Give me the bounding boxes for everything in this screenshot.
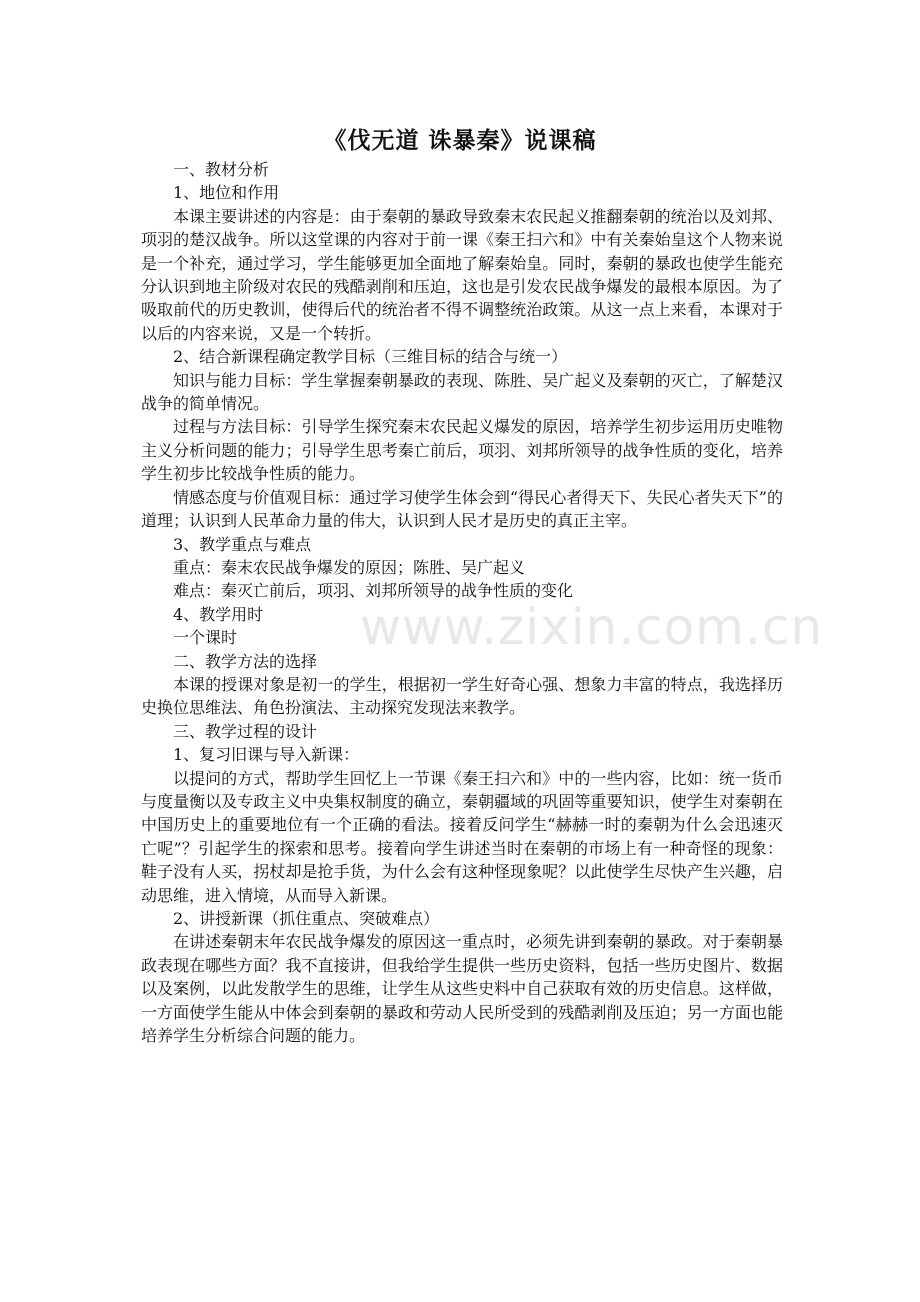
heading-status-and-role: 1、地位和作用: [173, 183, 280, 203]
paragraph-review-and-intro: 以提问的方式，帮助学生回忆上一节课《秦王扫六和》中的一些内容，比如：统一货币与度量衡以及专政主义中央集权制度的确立，秦朝疆域的巩固等重要知识，使学生对秦朝在中国历史上的重要地位有一个正确的看法。接着反问学生“赫赫一时的秦朝为什么会迅速灭亡呢”？引起学生的探索和思考。接着向学生讲述当时在秦朝的市场上有一种奇怪的现象：鞋子没有人买，拐杖却是抢手货，为什么会有这种怪现象呢？以此使学生尽快产生兴趣，启动思维，进入情境，从而导入新课。: [141, 768, 783, 905]
heading-key-and-difficult-points: 3、教学重点与难点: [173, 534, 312, 554]
watermark: www.zixin.com.cn: [360, 598, 824, 656]
heading-new-lesson: 2、讲授新课（抓住重点、突破难点）: [173, 909, 440, 928]
paragraph-key-point: 重点：秦末农民战争爆发的原因；陈胜、吴广起义: [173, 557, 526, 577]
paragraph-new-lesson: 在讲述秦朝末年农民战争爆发的原因这一重点时，必须先讲到秦朝的暴政。对于秦朝暴政表现在哪些方面？我不直接讲，但我给学生提供一些历史资料，包括一些历史图片、数据以及案例，以此发散学生的思维，让学生从这些史料中自己获取有效的历史信息。这样做，一方面使学生能从中体会到秦朝的暴政和劳动人民所受到的残酷剥削及压迫；另一方面也能培养学生分析综合问题的能力。: [141, 932, 783, 1046]
heading-review-and-intro: 1、复习旧课与导入新课：: [173, 745, 360, 765]
document-title: 《伐无道 诛暴秦》说课稿: [323, 128, 597, 154]
document-body: [141, 158, 824, 1047]
heading-teaching-objectives: 2、结合新课程确定教学目标（三维目标的结合与统一）: [173, 347, 568, 367]
paragraph-emotion-value-goal: 情感态度与价值观目标：通过学习使学生体会到“得民心者得天下、失民心者失天下”的道理；认识到人民革命力量的伟大，认识到人民才是历史的真正主宰。: [141, 487, 783, 531]
heading-teaching-time: 4、教学用时: [173, 604, 264, 624]
heading-teaching-method: 二、教学方法的选择: [173, 651, 318, 671]
paragraph-lesson-content: 本课主要讲述的内容是：由于秦朝的暴政导致秦末农民起义推翻秦朝的统治以及刘邦、项羽的楚汉战争。所以这堂课的内容对于前一课《秦王扫六和》中有关秦始皇这个人物来说是一个补充，通过学习，学生能够更加全面地了解秦始皇。同时，秦朝的暴政也使学生能充分认识到地主阶级对农民的残酷剥削和压迫，这也是引发农民战争爆发的最根本原因。为了吸取前代的历史教训，使得后代的统治者不得不调整统治政策。从这一点上来看，本课对于以后的内容来说，又是一个转折。: [141, 206, 783, 343]
paragraph-process-method-goal: 过程与方法目标：引导学生探究秦末农民起义爆发的原因，培养学生初步运用历史唯物主义分析问题的能力；引导学生思考秦亡前后，项羽、刘邦所领导的战争性质的变化，培养学生初步比较战争性质的能力。: [141, 417, 783, 484]
paragraph-one-period: 一个课时: [173, 628, 238, 648]
paragraph-teaching-method: 本课的授课对象是初一的学生，根据初一学生好奇心强、想象力丰富的特点，我选择历史换位思维法、角色扮演法、主动探究发现法来教学。: [141, 674, 783, 718]
heading-teaching-material-analysis: 一、教材分析: [173, 160, 270, 179]
paragraph-difficult-point: 难点：秦灭亡前后，项羽、刘邦所领导的战争性质的变化: [173, 581, 574, 601]
paragraph-knowledge-ability-goal: 知识与能力目标：学生掌握秦朝暴政的表现、陈胜、吴广起义及秦朝的灭亡，了解楚汉战争的简单情况。: [141, 370, 783, 414]
heading-teaching-process: 三、教学过程的设计: [173, 721, 318, 741]
